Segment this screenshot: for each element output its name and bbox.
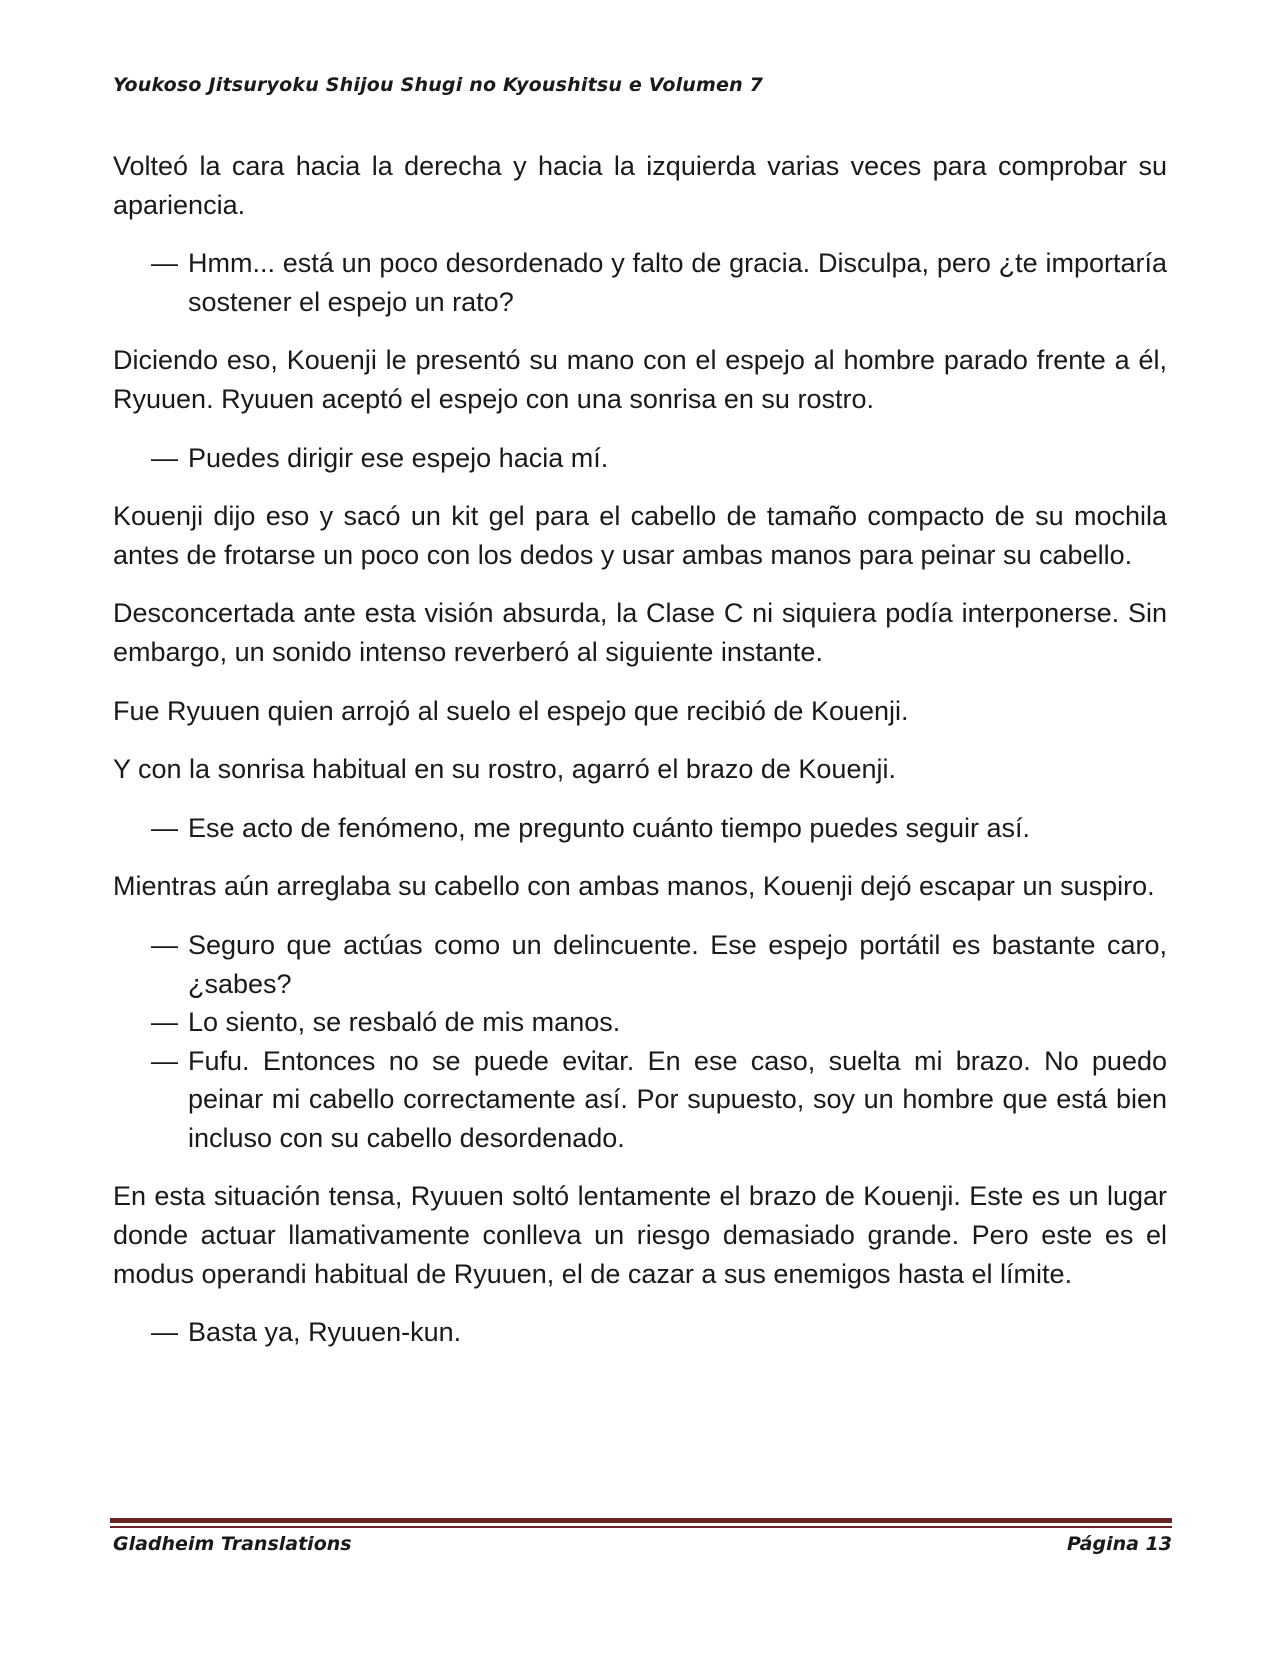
body-text	[113, 147, 1167, 1372]
dialogue-text: Hmm... está un poco desordenado y falto de gracia. Disculpa, pero ¿te importaría sostener el espejo un rato?	[188, 248, 1167, 317]
em-dash: —	[151, 1317, 178, 1348]
dialogue-group	[113, 244, 1167, 321]
dialogue-line	[113, 1313, 1167, 1352]
footer-rule-thin	[110, 1526, 1172, 1528]
em-dash: —	[151, 929, 178, 960]
dialogue-group	[113, 439, 1167, 478]
dialogue-line	[113, 244, 1167, 321]
dialogue-text: Puedes dirigir ese espejo hacia mí.	[188, 442, 609, 473]
paragraph: Fue Ryuuen quien arrojó al suelo el espejo que recibió de Kouenji.	[113, 695, 909, 726]
paragraph: En esta situación tensa, Ryuuen soltó lentamente el brazo de Kouenji. Este es un lugar donde actuar llamativamente conlleva un riesgo demasiado grande. Pero este es el modus operandi habitual de Ryuuen, el de cazar a sus enemigos hasta el límite.	[113, 1181, 1167, 1289]
em-dash: —	[151, 442, 178, 473]
dialogue-text: Seguro que actúas como un delincuente. Ese espejo portátil es bastante caro, ¿sabes?	[188, 929, 1167, 999]
dialogue-text: Lo siento, se resbaló de mis manos.	[188, 1007, 621, 1038]
dialogue-text: Fufu. Entonces no se puede evitar. En ese caso, suelta mi brazo. No puedo peinar mi cabello correctamente así. Por supuesto, soy un hombre que está bien incluso con su cabello desordenado.	[188, 1045, 1167, 1153]
dialogue-text: Ese acto de fenómeno, me pregunto cuánto tiempo puedes seguir así.	[188, 812, 1031, 843]
footer-credit: Gladheim Translations	[113, 1533, 352, 1555]
footer-rule-thick	[110, 1518, 1172, 1523]
dialogue-line	[113, 809, 1167, 848]
dialogue-line	[113, 439, 1167, 478]
dialogue-line	[113, 1003, 1167, 1042]
dialogue-text: Basta ya, Ryuuen-kun.	[188, 1317, 462, 1348]
dialogue-group	[113, 1313, 1167, 1352]
dialogue-group	[113, 926, 1167, 1158]
page-number: Página 13	[1066, 1533, 1172, 1555]
dialogue-group	[113, 809, 1167, 848]
em-dash: —	[151, 812, 178, 843]
em-dash: —	[151, 1007, 178, 1038]
running-header: Youkoso Jitsuryoku Shijou Shugi no Kyoushitsu e Volumen 7	[113, 74, 764, 96]
paragraph: Mientras aún arreglaba su cabello con ambas manos, Kouenji dejó escapar un suspiro.	[113, 871, 1155, 902]
dialogue-line	[113, 926, 1167, 1003]
paragraph: Desconcertada ante esta visión absurda, la Clase C ni siquiera podía interponerse. Sin embargo, un sonido intenso reverberó al siguiente instante.	[113, 598, 1167, 667]
em-dash: —	[151, 1045, 178, 1076]
paragraph: Diciendo eso, Kouenji le presentó su mano con el espejo al hombre parado frente a él, Ryuuen. Ryuuen aceptó el espejo con una sonrisa en su rostro.	[113, 345, 1167, 414]
paragraph: Volteó la cara hacia la derecha y hacia la izquierda varias veces para comprobar su apariencia.	[113, 151, 1167, 220]
em-dash: —	[151, 248, 178, 279]
paragraph: Kouenji dijo eso y sacó un kit gel para el cabello de tamaño compacto de su mochila antes de frotarse un poco con los dedos y usar ambas manos para peinar su cabello.	[113, 501, 1167, 570]
dialogue-line	[113, 1042, 1167, 1158]
paragraph: Y con la sonrisa habitual en su rostro, agarró el brazo de Kouenji.	[113, 754, 896, 785]
